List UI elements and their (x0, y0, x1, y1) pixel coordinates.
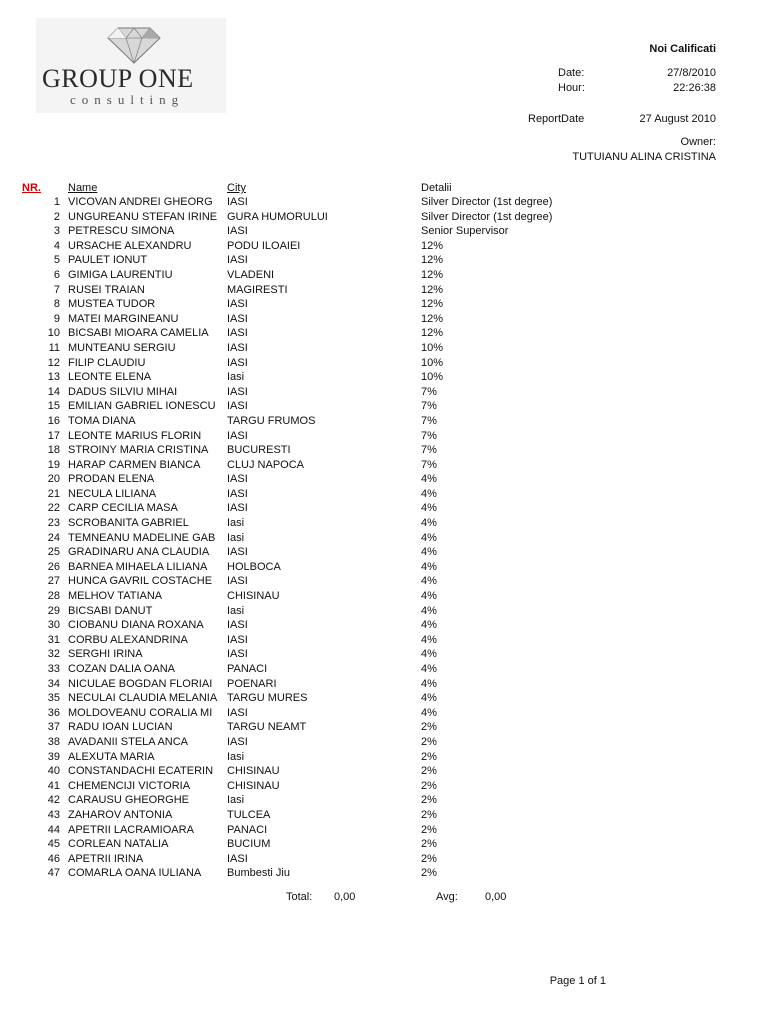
owner-value: TUTUIANU ALINA CRISTINA (572, 151, 716, 163)
table-row (0, 458, 768, 473)
row-name: SCROBANITA GABRIEL (68, 517, 189, 530)
table-row (0, 210, 768, 225)
row-number: 22 (47, 502, 60, 515)
row-number: 34 (47, 677, 60, 690)
row-number: 10 (47, 327, 60, 340)
row-details: 4% (421, 546, 437, 559)
row-details: 4% (421, 502, 437, 515)
row-number: 26 (47, 560, 60, 573)
row-city: IASI (227, 735, 248, 748)
row-number: 47 (47, 867, 60, 880)
table-row (0, 195, 768, 210)
row-number: 12 (47, 356, 60, 369)
row-details: 2% (421, 867, 437, 880)
row-number: 13 (47, 371, 60, 384)
table-row (0, 239, 768, 254)
row-number: 40 (47, 765, 60, 778)
row-city: Iasi (227, 531, 245, 544)
row-number: 36 (47, 706, 60, 719)
row-name: HARAP CARMEN BIANCA (68, 458, 201, 471)
row-details: Silver Director (1st degree) (421, 196, 553, 208)
row-details: 10% (421, 356, 444, 369)
row-details: 2% (421, 735, 437, 748)
row-details: 4% (421, 487, 437, 500)
row-name: CARAUSU GHEORGHE (68, 794, 190, 807)
date-value: 27/8/2010 (667, 67, 716, 79)
row-city: CLUJ NAPOCA (227, 458, 305, 471)
row-city: POENARI (227, 677, 277, 690)
row-name: CHEMENCIJI VICTORIA (68, 779, 191, 792)
row-number: 4 (53, 239, 60, 252)
row-name: RADU IOAN LUCIAN (68, 721, 173, 734)
row-city: IASI (227, 254, 248, 267)
row-number: 18 (47, 444, 60, 457)
row-details: 4% (421, 648, 437, 661)
row-name: TEMNEANU MADELINE GAB (68, 531, 216, 544)
hour-label: Hour: (558, 82, 585, 94)
table-row (0, 312, 768, 327)
row-details: 7% (421, 429, 437, 442)
row-name: NECULAI CLAUDIA MELANIA (68, 692, 218, 705)
row-number: 24 (47, 531, 60, 544)
row-details: 7% (421, 444, 437, 457)
row-name: CORBU ALEXANDRINA (68, 633, 188, 646)
row-city: PANACI (227, 663, 268, 675)
row-name: BICSABI DANUT (68, 604, 153, 617)
row-city: IASI (227, 400, 248, 413)
row-number: 23 (47, 517, 60, 530)
row-name: CORLEAN NATALIA (68, 838, 169, 851)
row-details: 2% (421, 721, 437, 734)
row-number: 41 (47, 779, 60, 792)
row-details: 2% (421, 779, 437, 792)
row-name: COMARLA OANA IULIANA (68, 867, 202, 880)
total-value: 0,00 (334, 891, 356, 903)
row-details: 4% (421, 677, 437, 690)
table-row (0, 735, 768, 750)
row-city: Iasi (227, 794, 245, 807)
row-details: 7% (421, 400, 437, 413)
page-number: Page 1 of 1 (549, 975, 606, 987)
table-row (0, 385, 768, 400)
row-number: 31 (47, 633, 60, 646)
row-name: STROINY MARIA CRISTINA (68, 444, 209, 457)
table-row (0, 677, 768, 692)
row-details: 12% (421, 283, 444, 296)
row-number: 33 (47, 663, 60, 675)
row-city: CHISINAU (227, 765, 280, 778)
row-number: 19 (47, 458, 60, 471)
avg-label: Avg: (436, 891, 458, 903)
avg-value: 0,00 (485, 891, 507, 903)
row-name: ALEXUTA MARIA (68, 750, 155, 763)
row-city: IASI (227, 502, 248, 515)
table-row (0, 501, 768, 516)
table-row (0, 297, 768, 312)
row-number: 43 (47, 808, 60, 821)
row-number: 7 (53, 283, 60, 296)
row-details: 2% (421, 750, 437, 763)
row-details: 4% (421, 663, 437, 675)
table-row (0, 589, 768, 604)
row-city: MAGIRESTI (227, 283, 288, 296)
row-number: 21 (47, 487, 60, 500)
row-name: PRODAN ELENA (68, 473, 155, 486)
row-city: Iasi (227, 604, 245, 617)
row-name: URSACHE ALEXANDRU (68, 239, 192, 252)
row-city: BUCIUM (227, 838, 271, 851)
row-name: MELHOV TATIANA (68, 590, 163, 603)
row-details: 7% (421, 385, 437, 398)
row-city: IASI (227, 196, 248, 208)
total-label: Total: (286, 891, 313, 903)
row-details: 2% (421, 823, 437, 836)
row-city: IASI (227, 385, 248, 398)
row-city: TULCEA (227, 808, 271, 821)
row-city: IASI (227, 487, 248, 500)
table-row (0, 808, 768, 823)
table-row (0, 356, 768, 371)
row-details: 12% (421, 254, 444, 267)
row-details: 4% (421, 633, 437, 646)
row-number: 17 (47, 429, 60, 442)
row-city: IASI (227, 356, 248, 369)
row-city: IASI (227, 312, 248, 325)
row-name: VICOVAN ANDREI GHEORG (68, 196, 213, 208)
row-details: 4% (421, 575, 437, 588)
row-number: 38 (47, 735, 60, 748)
row-name: PETRESCU SIMONA (68, 225, 175, 238)
row-city: IASI (227, 706, 248, 719)
table-row (0, 399, 768, 414)
row-name: TOMA DIANA (68, 414, 136, 427)
row-city: Iasi (227, 517, 245, 530)
row-name: BARNEA MIHAELA LILIANA (68, 560, 208, 573)
row-name: SERGHI IRINA (68, 648, 143, 661)
row-name: GRADINARU ANA CLAUDIA (68, 546, 210, 559)
row-number: 25 (47, 546, 60, 559)
row-number: 16 (47, 414, 60, 427)
row-number: 2 (53, 210, 60, 223)
table-row (0, 545, 768, 560)
row-city: IASI (227, 298, 248, 311)
row-number: 44 (47, 823, 60, 836)
row-city: VLADENI (227, 268, 275, 281)
row-name: RUSEI TRAIAN (68, 283, 145, 296)
row-city: IASI (227, 225, 248, 238)
diamond-icon (106, 26, 162, 64)
row-city: CHISINAU (227, 779, 280, 792)
row-details: Senior Supervisor (421, 225, 509, 238)
table-row (0, 531, 768, 546)
row-details: 4% (421, 473, 437, 486)
row-name: LEONTE ELENA (68, 371, 152, 384)
row-city: IASI (227, 327, 248, 340)
row-details: 4% (421, 619, 437, 632)
table-row (0, 720, 768, 735)
row-details: 7% (421, 414, 437, 427)
column-header-details: Detalii (421, 182, 452, 194)
company-logo (36, 18, 226, 113)
row-number: 30 (47, 619, 60, 632)
table-row (0, 793, 768, 808)
table-row (0, 370, 768, 385)
table-row (0, 560, 768, 575)
table-row (0, 647, 768, 662)
row-details: 12% (421, 268, 444, 281)
table-row (0, 779, 768, 794)
row-number: 32 (47, 648, 60, 661)
row-number: 15 (47, 400, 60, 413)
row-details: 12% (421, 327, 444, 340)
row-name: FILIP CLAUDIU (68, 356, 146, 369)
table-row (0, 574, 768, 589)
row-name: DADUS SILVIU MIHAI (68, 385, 178, 398)
row-name: CONSTANDACHI ECATERIN (68, 765, 214, 778)
row-city: TARGU FRUMOS (227, 414, 316, 427)
table-row (0, 662, 768, 677)
logo-name: GROUP ONE (42, 64, 194, 93)
row-name: PAULET IONUT (68, 254, 148, 267)
table-row (0, 516, 768, 531)
row-city: IASI (227, 575, 248, 588)
row-city: TARGU NEAMT (227, 721, 307, 734)
row-name: MUSTEA TUDOR (68, 298, 156, 311)
row-number: 37 (47, 721, 60, 734)
row-name: CIOBANU DIANA ROXANA (68, 619, 204, 632)
table-row (0, 866, 768, 881)
table-row (0, 429, 768, 444)
row-details: 2% (421, 808, 437, 821)
row-city: Bumbesti Jiu (227, 867, 290, 880)
row-number: 42 (47, 794, 60, 807)
row-name: CARP CECILIA MASA (68, 502, 178, 515)
row-details: 2% (421, 852, 437, 865)
row-name: UNGUREANU STEFAN IRINE (68, 210, 218, 223)
table-row (0, 326, 768, 341)
row-city: Iasi (227, 371, 245, 384)
row-number: 5 (53, 254, 60, 267)
row-number: 28 (47, 590, 60, 603)
row-name: APETRII LACRAMIOARA (68, 823, 194, 836)
table-row (0, 691, 768, 706)
table-row (0, 852, 768, 867)
row-name: COZAN DALIA OANA (68, 663, 175, 675)
row-details: 4% (421, 692, 437, 705)
row-details: Silver Director (1st degree) (421, 210, 553, 223)
table-row (0, 472, 768, 487)
row-city: IASI (227, 619, 248, 632)
table-row (0, 253, 768, 268)
row-number: 27 (47, 575, 60, 588)
reportdate-value: 27 August 2010 (639, 113, 716, 125)
row-details: 2% (421, 794, 437, 807)
row-details: 10% (421, 341, 444, 354)
table-row (0, 283, 768, 298)
row-city: IASI (227, 546, 248, 559)
row-name: AVADANII STELA ANCA (68, 735, 189, 748)
row-city: IASI (227, 852, 248, 865)
row-city: IASI (227, 633, 248, 646)
row-name: NECULA LILIANA (68, 487, 157, 500)
row-number: 39 (47, 750, 60, 763)
table-row (0, 341, 768, 356)
row-name: APETRII IRINA (68, 852, 144, 865)
column-header-city: City (227, 182, 246, 194)
row-details: 4% (421, 706, 437, 719)
table-row (0, 618, 768, 633)
row-city: IASI (227, 473, 248, 486)
row-number: 6 (53, 268, 60, 281)
row-name: MATEI MARGINEANU (68, 312, 179, 325)
row-city: HOLBOCA (227, 560, 281, 573)
table-row (0, 443, 768, 458)
table-row (0, 268, 768, 283)
table-row (0, 224, 768, 239)
row-name: BICSABI MIOARA CAMELIA (68, 327, 209, 340)
row-city: IASI (227, 429, 248, 442)
row-number: 35 (47, 692, 60, 705)
row-details: 4% (421, 560, 437, 573)
date-label: Date: (558, 67, 585, 79)
row-details: 4% (421, 590, 437, 603)
row-city: CHISINAU (227, 590, 280, 603)
row-city: IASI (227, 341, 248, 354)
row-details: 12% (421, 298, 444, 311)
row-name: LEONTE MARIUS FLORIN (68, 429, 202, 442)
row-number: 14 (47, 385, 60, 398)
row-number: 29 (47, 604, 60, 617)
row-city: PANACI (227, 823, 268, 836)
table-row (0, 837, 768, 852)
row-city: IASI (227, 648, 248, 661)
column-header-nr: NR. (22, 182, 41, 194)
row-number: 1 (53, 196, 60, 208)
row-details: 4% (421, 604, 437, 617)
report-title: Noi Calificati (649, 43, 716, 55)
row-city: GURA HUMORULUI (227, 210, 328, 223)
row-name: MOLDOVEANU CORALIA MI (68, 706, 213, 719)
row-name: GIMIGA LAURENTIU (68, 268, 173, 281)
row-number: 20 (47, 473, 60, 486)
logo-tagline: consulting (70, 92, 185, 107)
row-name: EMILIAN GABRIEL IONESCU (68, 400, 216, 413)
column-header-name: Name (68, 182, 98, 194)
row-city: PODU ILOAIEI (227, 239, 301, 252)
row-name: ZAHAROV ANTONIA (68, 808, 173, 821)
row-number: 46 (47, 852, 60, 865)
row-details: 2% (421, 765, 437, 778)
row-number: 9 (53, 312, 60, 325)
row-number: 45 (47, 838, 60, 851)
table-row (0, 633, 768, 648)
row-city: TARGU MURES (227, 692, 308, 705)
row-number: 3 (53, 225, 60, 238)
row-name: HUNCA GAVRIL COSTACHE (68, 575, 213, 588)
row-details: 4% (421, 531, 437, 544)
row-details: 12% (421, 312, 444, 325)
table-row (0, 764, 768, 779)
table-row (0, 604, 768, 619)
row-number: 11 (48, 341, 60, 354)
row-details: 4% (421, 517, 437, 530)
table-row (0, 706, 768, 721)
reportdate-label: ReportDate (528, 113, 585, 125)
row-details: 12% (421, 239, 444, 252)
row-city: Iasi (227, 750, 245, 763)
hour-value: 22:26:38 (673, 82, 716, 94)
row-details: 2% (421, 838, 437, 851)
qualified-list (0, 195, 768, 881)
owner-label: Owner: (680, 136, 716, 148)
row-details: 10% (421, 371, 444, 384)
row-name: NICULAE BOGDAN FLORIAI (68, 677, 213, 690)
row-city: BUCURESTI (227, 444, 291, 457)
row-details: 7% (421, 458, 437, 471)
table-row (0, 750, 768, 765)
table-row (0, 487, 768, 502)
table-row (0, 414, 768, 429)
table-row (0, 823, 768, 838)
row-number: 8 (53, 298, 60, 311)
row-name: MUNTEANU SERGIU (68, 341, 176, 354)
